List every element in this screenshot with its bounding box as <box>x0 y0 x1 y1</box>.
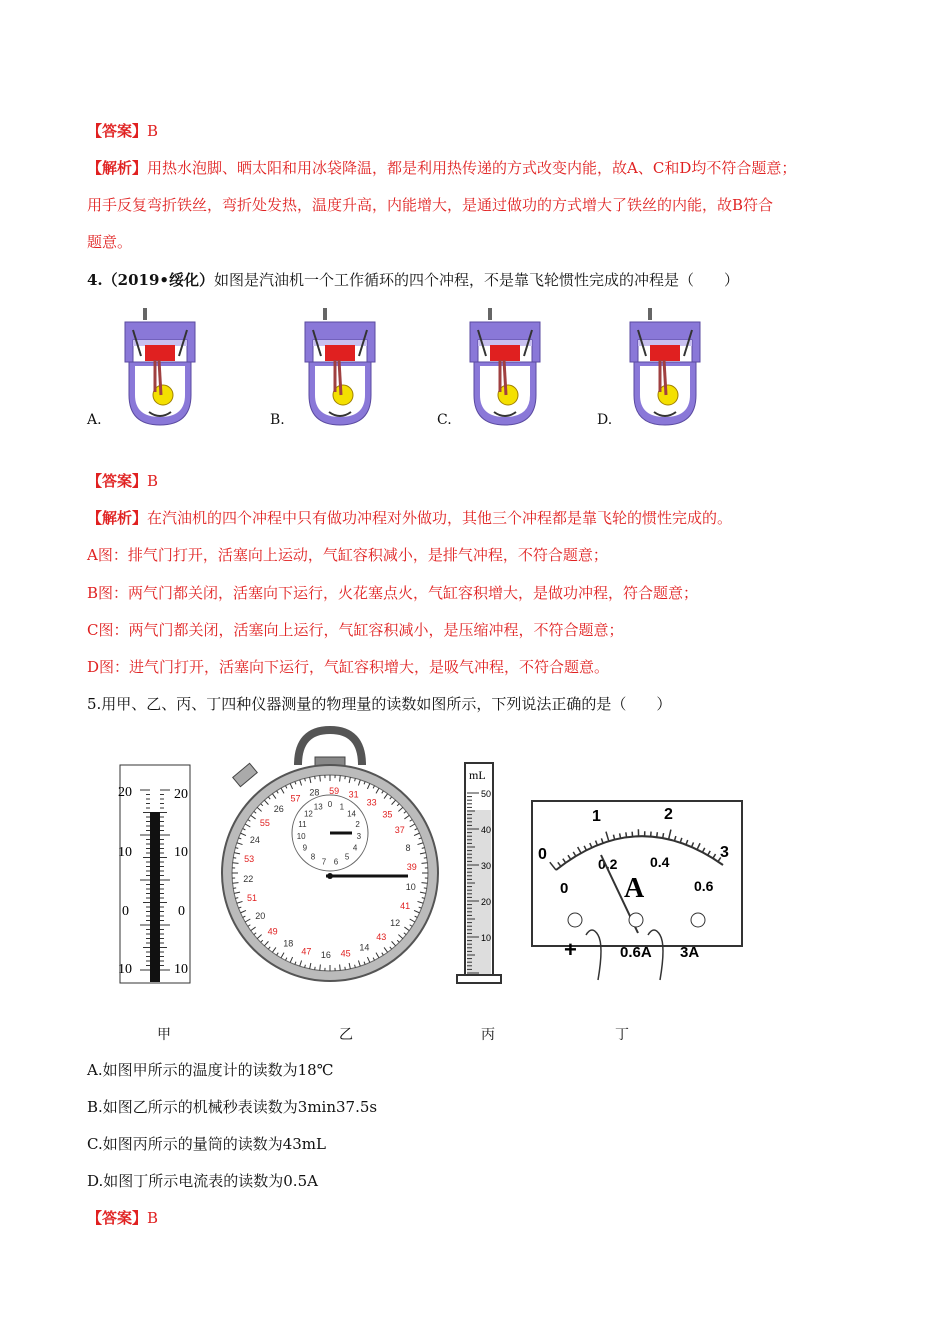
stopwatch-inner-label: 1 <box>339 802 345 812</box>
thermo-label-20r: 20 <box>174 787 188 802</box>
option-a: A.如图甲所示的温度计的读数为18℃ <box>87 1061 334 1079</box>
stopwatch-tick <box>233 863 239 864</box>
stopwatch-outer-label: 26 <box>273 803 284 814</box>
stopwatch-outer-label: 39 <box>406 862 417 873</box>
amm-bottom-02: 0.2 <box>598 856 618 872</box>
engine-option-c: C. <box>437 412 452 428</box>
stopwatch-inner-label: 10 <box>296 832 306 842</box>
ammeter-tick <box>626 832 627 837</box>
answer-line-1: 【答案】B <box>87 122 159 140</box>
engine-a <box>125 308 195 425</box>
analysis-line-4: 【解析】在汽油机的四个冲程中只有做功冲程对外做功，其他三个冲程都是靠飞轮的惯性完成的。 <box>87 509 733 527</box>
analysis-d: D图：进气门打开，活塞向下运行，气缸容积增大，是吸气冲程，不符合题意。 <box>87 658 610 676</box>
stopwatch-tick <box>320 776 321 782</box>
stopwatch-inner-label: 14 <box>347 809 357 819</box>
stopwatch-outer-label: 18 <box>283 938 294 949</box>
engine-c <box>470 308 540 425</box>
thermometer <box>110 760 205 990</box>
stopwatch-inner-label: 4 <box>352 843 358 853</box>
stopwatch <box>210 725 450 985</box>
stopwatch-outer-label: 22 <box>243 873 254 884</box>
cylinder-unit: mL <box>469 768 486 782</box>
question-5-stem: 5.用甲、乙、丙、丁四种仪器测量的物理量的读数如图所示，下列说法正确的是（ ） <box>87 695 672 713</box>
stopwatch-inner-label: 6 <box>333 857 339 867</box>
amm-top-1: 1 <box>592 808 601 825</box>
stopwatch-outer-label: 12 <box>390 917 401 928</box>
cyl-label-20: 20 <box>481 897 492 907</box>
stopwatch-outer-label: 8 <box>405 842 411 853</box>
amm-top-2: 2 <box>664 806 673 823</box>
caption-yi: 乙 <box>339 1027 353 1043</box>
stopwatch-tick <box>340 776 341 782</box>
analysis-c: C图：两气门都关闭，活塞向上运行，气缸容积减小，是压缩冲程，不符合题意； <box>87 621 624 639</box>
ammeter <box>528 795 753 995</box>
analysis-line-3: 题意。 <box>87 233 133 251</box>
engine-option-b: B. <box>270 412 285 428</box>
stopwatch-outer-label: 37 <box>394 824 405 835</box>
thermo-label-10r: 10 <box>174 845 188 860</box>
answer-line-4: 【答案】B <box>87 472 159 490</box>
option-d: D.如图丁所示电流表的读数为0.5A <box>87 1172 318 1190</box>
thermo-label-10l: 10 <box>118 845 132 860</box>
cyl-label-50: 50 <box>481 789 492 799</box>
thermo-label-m10l: 10 <box>118 962 132 977</box>
engine-b <box>305 308 375 425</box>
stopwatch-outer-label: 57 <box>290 793 301 804</box>
stopwatch-outer-label: 35 <box>382 809 393 820</box>
analysis-line-1: 【解析】用热水泡脚、晒太阳和用冰袋降温，都是利用热传递的方式改变内能，故A、C和D均不符合题意； <box>87 159 797 177</box>
caption-jia: 甲 <box>157 1027 171 1043</box>
stopwatch-inner-label: 3 <box>356 832 362 842</box>
stopwatch-inner-label: 0 <box>327 800 333 809</box>
stopwatch-outer-label: 28 <box>309 787 320 798</box>
engine-d <box>630 308 700 425</box>
amm-bottom-04: 0.4 <box>650 854 670 870</box>
analysis-a: A图：排气门打开，活塞向上运动，气缸容积减小，是排气冲程，不符合题意； <box>87 546 608 564</box>
stopwatch-outer-label: 10 <box>405 881 416 892</box>
engine-option-d: D. <box>597 412 613 428</box>
stopwatch-outer-label: 55 <box>259 818 270 829</box>
analysis-b: B图：两气门都关闭，活塞向下运行，火花塞点火，气缸容积增大，是做功冲程，符合题意； <box>87 584 699 602</box>
ammeter-tick <box>663 833 664 838</box>
stopwatch-inner-label: 7 <box>321 857 327 867</box>
answer-line-5: 【答案】B <box>87 1209 159 1227</box>
engine-option-a: A. <box>87 412 102 428</box>
stopwatch-outer-label: 59 <box>329 786 340 797</box>
engine-figures <box>80 300 800 430</box>
cyl-label-30: 30 <box>481 861 492 871</box>
stopwatch-outer-label: 53 <box>244 854 255 865</box>
amm-bottom-0: 0 <box>560 880 569 897</box>
amm-terminal-plus: + <box>564 937 577 962</box>
stopwatch-outer-label: 43 <box>376 932 387 943</box>
stopwatch-tick <box>421 883 427 884</box>
stopwatch-outer-label: 41 <box>400 900 411 911</box>
thermo-label-20l: 20 <box>118 785 132 800</box>
stopwatch-outer-label: 20 <box>255 911 266 922</box>
amm-top-0: 0 <box>538 846 547 863</box>
stopwatch-inner-label: 13 <box>313 802 323 812</box>
stopwatch-tick <box>320 964 321 970</box>
thermo-label-0r: 0 <box>178 904 185 919</box>
stopwatch-tick <box>233 883 239 884</box>
stopwatch-inner-label: 5 <box>344 852 350 862</box>
stopwatch-outer-label: 45 <box>340 948 351 959</box>
stopwatch-outer-label: 31 <box>348 789 359 800</box>
amm-unit: A <box>624 873 645 904</box>
amm-terminal-06: 0.6A <box>620 944 652 961</box>
thermo-label-0l: 0 <box>122 904 129 919</box>
stopwatch-tick <box>340 964 341 970</box>
amm-terminal-3: 3A <box>680 944 700 961</box>
stopwatch-outer-label: 24 <box>249 835 260 846</box>
caption-bing: 丙 <box>481 1027 495 1043</box>
stopwatch-inner-label: 11 <box>298 820 307 830</box>
question-4-stem: 4.（2019•绥化）如图是汽油机一个工作循环的四个冲程，不是靠飞轮惯性完成的冲程是（ ） <box>87 271 740 289</box>
analysis-line-2: 用手反复弯折铁丝，弯折处发热，温度升高，内能增大，是通过做功的方式增大了铁丝的内能，故B符合 <box>87 196 774 214</box>
stopwatch-inner-label: 8 <box>310 852 316 862</box>
stopwatch-outer-label: 47 <box>301 946 312 957</box>
cyl-label-10: 10 <box>481 933 492 943</box>
caption-ding: 丁 <box>615 1027 629 1043</box>
stopwatch-outer-label: 49 <box>267 926 278 937</box>
option-c: C.如图丙所示的量筒的读数为43mL <box>87 1135 326 1153</box>
stopwatch-tick <box>421 863 427 864</box>
graduated-cylinder <box>455 755 530 990</box>
amm-top-3: 3 <box>720 844 729 861</box>
stopwatch-outer-label: 14 <box>359 942 370 953</box>
stopwatch-inner-label: 2 <box>355 820 360 830</box>
stopwatch-outer-label: 16 <box>320 949 331 960</box>
option-b: B.如图乙所示的机械秒表读数为3min37.5s <box>87 1098 378 1116</box>
ammeter-tick <box>620 833 621 838</box>
stopwatch-outer-label: 51 <box>246 893 257 904</box>
stopwatch-inner-label: 12 <box>303 809 313 819</box>
stopwatch-inner-label: 9 <box>302 843 308 853</box>
cyl-label-40: 40 <box>481 825 492 835</box>
thermo-label-m10r: 10 <box>174 962 188 977</box>
stopwatch-outer-label: 33 <box>366 797 377 808</box>
amm-bottom-06: 0.6 <box>694 878 714 894</box>
ammeter-tick <box>657 832 658 837</box>
